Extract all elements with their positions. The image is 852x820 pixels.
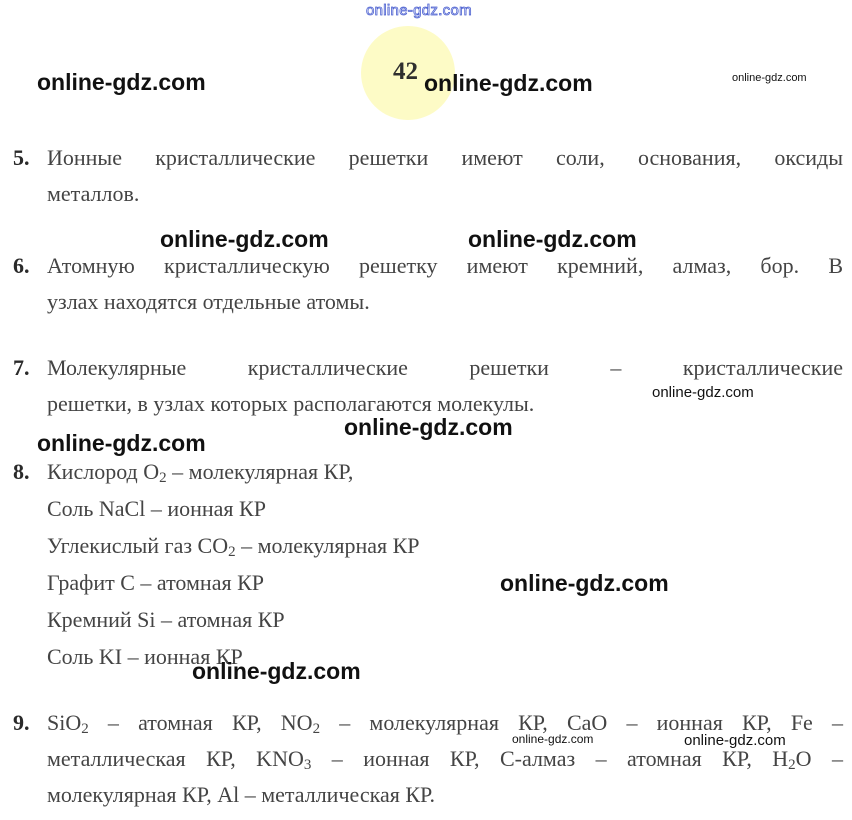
- watermark-top: online-gdz.com: [366, 2, 472, 19]
- text-run: Кислород О: [47, 459, 160, 484]
- watermark: online-gdz.com: [500, 570, 669, 596]
- watermark: online-gdz.com: [37, 430, 206, 456]
- item-text-line: Ионные кристаллические решетки имеют соли, основания, оксиды: [47, 145, 843, 170]
- item-number: 8.: [13, 459, 30, 484]
- watermark: online-gdz.com: [192, 658, 361, 684]
- item-text-line: Соль KI – ионная КР: [47, 644, 243, 669]
- text-run: металлическая КР, KNO: [47, 746, 304, 771]
- watermark-small: online-gdz.com: [732, 72, 807, 84]
- watermark: online-gdz.com: [344, 414, 513, 440]
- item-text-line: решетки, в узлах которых располагаются молекулы.: [47, 391, 535, 416]
- answer-item-8: [13, 453, 843, 675]
- item-text-line: Графит С – атомная КР: [47, 570, 265, 595]
- item-text-line: Кремний Si – атомная КР: [47, 607, 285, 632]
- answer-item-6: [13, 248, 843, 320]
- item-number: 6.: [13, 253, 30, 278]
- watermark-small: online-gdz.com: [652, 384, 754, 401]
- item-text-line: Молекулярные кристаллические решетки – кристаллические: [47, 355, 843, 380]
- item-text-line: узлах находятся отдельные атомы.: [47, 289, 370, 314]
- answer-item-9: [13, 705, 843, 813]
- watermark: online-gdz.com: [37, 69, 206, 95]
- text-run: SiO: [47, 710, 82, 735]
- item-number: 9.: [13, 710, 30, 735]
- text-run: – молекулярная КР, СаО – ионная КР, Fe –: [320, 710, 843, 735]
- subscript: 2: [228, 544, 236, 560]
- text-run: – молекулярная КР: [235, 533, 420, 558]
- watermark: online-gdz.com: [160, 226, 329, 252]
- text-run: – молекулярная КР,: [166, 459, 354, 484]
- watermark: online-gdz.com: [424, 70, 593, 96]
- text-run: – ионная КР, С-алмаз – атомная КР, H: [311, 746, 789, 771]
- watermark: online-gdz.com: [468, 226, 637, 252]
- item-text-line: [47, 453, 843, 490]
- subscript: 2: [159, 470, 167, 486]
- answer-item-5: [13, 140, 843, 212]
- text-run: – атомная КР, NO: [88, 710, 313, 735]
- item-text-line: металлов.: [47, 181, 140, 206]
- item-text-line: молекулярная КР, Al – металлическая КР.: [47, 782, 435, 807]
- watermark-small: online-gdz.com: [512, 732, 594, 746]
- watermark-small: online-gdz.com: [684, 732, 786, 749]
- page-number: 42: [393, 58, 418, 85]
- item-text-line: [47, 527, 843, 564]
- text-run: O –: [795, 746, 844, 771]
- subscript: 3: [303, 757, 312, 773]
- item-text-line: Соль NaCl – ионная КР: [47, 496, 266, 521]
- item-number: 7.: [13, 355, 30, 380]
- subscript: 2: [81, 721, 89, 737]
- text-run: Углекислый газ СО: [47, 533, 229, 558]
- subscript: 2: [788, 757, 796, 773]
- subscript: 2: [312, 721, 321, 737]
- item-number: 5.: [13, 145, 30, 170]
- item-text-line: Атомную кристаллическую решетку имеют кремний, алмаз, бор. В: [47, 253, 843, 278]
